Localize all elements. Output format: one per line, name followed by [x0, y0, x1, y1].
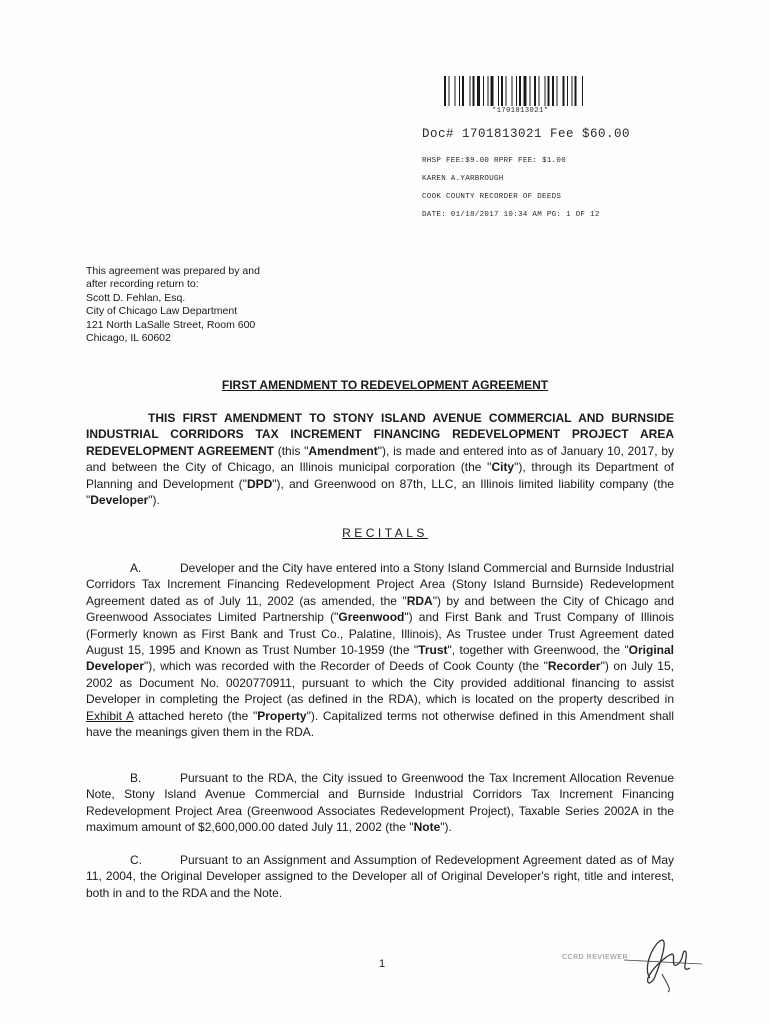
recital-text: "), which was recorded with the Recorder of Deeds of Cook County (the ": [144, 659, 548, 674]
barcode-bar: [557, 76, 558, 106]
defined-term-rda: RDA: [406, 593, 433, 608]
intro-bold-lead: THIS FIRST AMENDMENT TO STONY ISLAND AVENUE COMMERCIAL AND BURNSIDE INDUSTRIAL CORRIDORS TAX INCREMENT FINANCING REDEVELOPMENT PROJECT AREA REDEVELOPMENT AGREEMENT: [86, 411, 674, 458]
recital-text: ").: [440, 820, 452, 835]
barcode-bar: [563, 76, 565, 106]
barcode-bar: [462, 76, 464, 106]
recital-text: ", together with Greenwood, the ": [447, 643, 629, 658]
prepared-by-street: 121 North LaSalle Street, Room 600: [86, 318, 256, 331]
intro-paragraph: [86, 410, 674, 508]
intro-text: ").: [148, 493, 160, 508]
barcode-bar: [572, 76, 573, 106]
defined-term-greenwood: Greenwood: [338, 610, 405, 625]
recital-letter: B.: [130, 771, 142, 785]
barcode-bar: [534, 76, 536, 106]
recital-text: attached hereto (the ": [133, 708, 258, 723]
defined-term-dpd: DPD: [246, 476, 273, 491]
defined-term-amendment: Amendment: [308, 443, 378, 458]
barcode-bar: [512, 76, 513, 106]
barcode-bar: [575, 76, 577, 106]
barcode-bar: [519, 76, 521, 106]
recital-text: Pursuant to an Assignment and Assumption of Redevelopment Agreement dated as of May 11, 2004, the Original Developer assigned to the Developer all of Original Developer's right, title and interest, both in and to the RDA and the Note.: [86, 853, 674, 900]
doc-number-line: Doc# 1701813021 Fee $60.00: [422, 127, 631, 141]
barcode-bar: [498, 76, 499, 106]
barcode-bar: [539, 76, 540, 106]
barcode-bar: [459, 76, 460, 106]
barcode-bar: [524, 76, 527, 106]
reviewer-stamp: [562, 934, 712, 994]
prepared-by-block: [86, 265, 260, 345]
document-title: FIRST AMENDMENT TO REDEVELOPMENT AGREEMENT: [221, 378, 549, 392]
recital-letter: A.: [130, 561, 142, 575]
barcode-bar: [477, 76, 480, 106]
barcode-bar: [530, 76, 531, 106]
page-number: 1: [379, 958, 386, 970]
recital-a: [86, 560, 674, 740]
reviewer-label: CCRD REVIEWER: [562, 954, 629, 961]
recital-text: ") and First Bank and Trust Company of Illinois (Formerly known as First Bank and Trust Co., Palatine, Illinois), As Trustee under Trust Agreement dated August 15, 1995 and Known as Trust Number 10-1959 (the ": [86, 610, 675, 658]
barcode-bar: [449, 76, 450, 106]
recorder-office: COOK COUNTY RECORDER OF DEEDS: [422, 193, 562, 201]
barcode-number: *1701813021*: [492, 107, 549, 115]
prepared-by-line: This agreement was prepared by and: [86, 265, 260, 277]
recital-text: Pursuant to the RDA, the City issued to Greenwood the Tax Increment Allocation Revenue Note, Stony Island Avenue Commercial and Burnside Industrial Corridors Tax Increment Financing Redevelopment Project Area (Greenwood Associates Redevelopment Project), Taxable Series 2002A in the maximum amount of $2,600,000.00 dated July 11, 2002 (the ": [86, 771, 674, 835]
recital-text: ") by and between the City of Chicago and Greenwood Associates Limited Partnership (": [86, 593, 675, 625]
barcode-bar: [545, 76, 546, 106]
intro-text: "), through its Department of Planning and Development (": [86, 460, 674, 491]
defined-term-trust: Trust: [418, 643, 448, 658]
barcode-bar: [548, 76, 550, 106]
defined-term-city: City: [491, 460, 515, 475]
barcode-bar: [501, 76, 503, 106]
barcode-bar: [506, 76, 507, 106]
barcode-bar: [470, 76, 471, 106]
prepared-by-line: after recording return to:: [86, 278, 199, 291]
barcode-bar: [582, 76, 583, 106]
recital-b: [86, 770, 674, 836]
barcode-bar: [455, 76, 456, 106]
recorder-stamp: [420, 76, 650, 219]
barcode-bar: [444, 76, 446, 106]
recorder-name: KAREN A.YARBROUGH: [422, 175, 504, 183]
barcode-bar: [473, 76, 475, 106]
defined-term-original-developer: Original Developer: [86, 643, 674, 674]
barcode-bar: [567, 76, 568, 106]
prepared-by-department: City of Chicago Law Department: [86, 305, 238, 318]
exhibit-reference: Exhibit A: [86, 708, 134, 723]
barcode-bar: [488, 76, 489, 106]
reviewer-signature: [562, 934, 712, 994]
intro-text: "), is made and entered into as of January 10, 2017, by and between the City of Chicago, an Illinois municipal corporation (the ": [86, 443, 674, 475]
recital-letter: C.: [130, 853, 142, 867]
defined-term-property: Property: [257, 708, 307, 723]
recitals-heading: RECITALS: [342, 526, 428, 540]
defined-term-note: Note: [413, 820, 441, 835]
defined-term-recorder: Recorder: [547, 659, 601, 674]
barcode-bar: [516, 76, 517, 106]
recital-text: Developer and the City have entered into a Stony Island Commercial and Burnside Industrial Corridors Tax Increment Financing Redevelopment Project Area (Stony Island Burnside) Redevelopment Agreement dated as of July 11, 2002 (as amended, the ": [86, 561, 674, 608]
recording-date-line: DATE: 01/18/2017 10:34 AM PG: 1 OF 12: [422, 211, 600, 219]
barcode: [444, 76, 624, 106]
recital-c: [86, 852, 674, 901]
prepared-by-city: Chicago, IL 60602: [86, 332, 171, 345]
defined-term-developer: Developer: [90, 493, 149, 508]
fees-line: RHSP FEE:$9.00 RPRF FEE: $1.00: [422, 157, 567, 165]
prepared-by-name: Scott D. Fehlan, Esq.: [86, 291, 186, 304]
barcode-bar: [491, 76, 494, 106]
intro-text: (this ": [273, 443, 309, 458]
barcode-bar: [552, 76, 554, 106]
barcode-bar: [483, 76, 484, 106]
recital-text: "). Capitalized terms not otherwise defined in this Amendment shall have the meanings given them in the RDA.: [86, 708, 674, 740]
intro-text: "), and Greenwood on 87th, LLC, an Illinois limited liability company (the ": [86, 476, 674, 508]
recital-text: ") on July 15, 2002 as Document No. 0020770911, pursuant to which the City provided additional financing to assist Developer in completing the Project (as defined in the RDA), which is located on the property described in: [86, 659, 674, 707]
